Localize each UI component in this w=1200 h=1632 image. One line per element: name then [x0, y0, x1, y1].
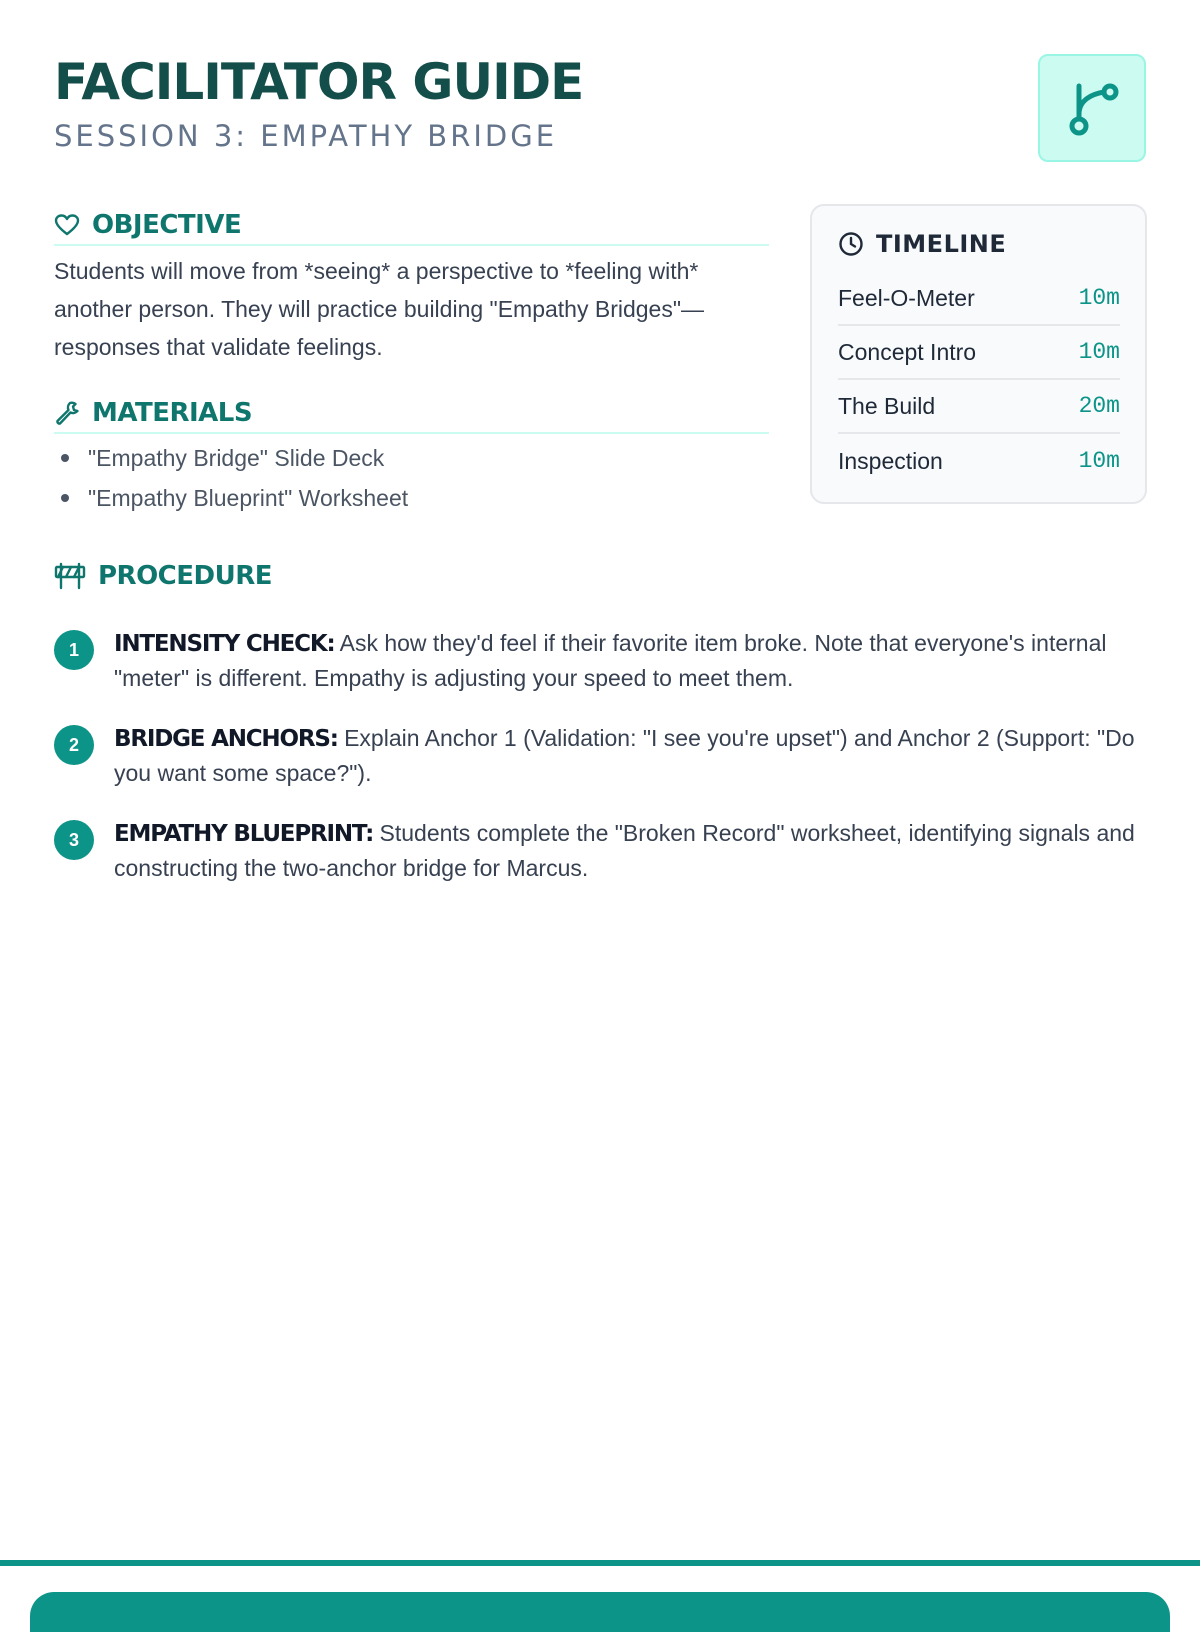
- timeline-title: TIMELINE: [876, 230, 1007, 258]
- wrench-icon: [54, 400, 80, 426]
- timeline-label: Concept Intro: [838, 338, 977, 365]
- materials-heading: [54, 394, 769, 434]
- procedure-step: [54, 721, 1154, 790]
- timeline-duration: 10m: [1078, 285, 1120, 311]
- materials-title: MATERIALS: [92, 398, 253, 428]
- timeline-card: [810, 204, 1147, 504]
- timeline-row: [838, 272, 1120, 326]
- step-description: Ask how they'd feel if their favorite item broke. Note that everyone's internal "meter" is different. Empathy is adjusting your speed to meet them.: [114, 630, 1107, 691]
- step-label: BRIDGE ANCHORS:: [114, 726, 338, 752]
- procedure-step: [54, 816, 1154, 885]
- objective-text: Students will move from *seeing* a perspective to *feeling with* another person. They will practice building "Empathy Bridges"—responses that validate feelings.: [54, 258, 705, 360]
- timeline-row: [838, 380, 1120, 434]
- step-description: Students complete the "Broken Record" worksheet, identifying signals and constructing the two-anchor bridge for Marcus.: [114, 820, 1135, 881]
- timeline-heading: [838, 230, 1006, 258]
- git-branch-icon: [1062, 78, 1122, 138]
- materials-item-label: "Empathy Blueprint" Worksheet: [88, 485, 409, 511]
- materials-item-label: "Empathy Bridge" Slide Deck: [88, 445, 385, 471]
- procedure-steps: [54, 626, 1154, 911]
- footer-band: [30, 1592, 1170, 1632]
- step-label: EMPATHY BLUEPRINT:: [114, 821, 374, 847]
- step-number-badge: 3: [54, 820, 94, 860]
- step-label: INTENSITY CHECK:: [114, 631, 335, 657]
- page-subtitle: SESSION 3: EMPATHY BRIDGE: [54, 119, 558, 153]
- timeline-label: The Build: [838, 392, 936, 419]
- clock-icon: [838, 231, 864, 257]
- timeline-row: [838, 434, 1120, 488]
- timeline-duration: 10m: [1078, 448, 1120, 474]
- timeline-label: Feel-O-Meter: [838, 284, 975, 311]
- procedure-step: [54, 626, 1154, 695]
- timeline-rows: [838, 272, 1120, 488]
- step-text: [114, 626, 1154, 695]
- objective-heading: [54, 206, 769, 246]
- list-item: [54, 438, 408, 478]
- timeline-duration: 10m: [1078, 339, 1120, 365]
- construction-barrier-icon: [54, 563, 86, 589]
- procedure-title: PROCEDURE: [98, 561, 272, 591]
- heart-icon: [54, 212, 80, 238]
- logo-badge: [1038, 54, 1146, 162]
- step-number-badge: 1: [54, 630, 94, 670]
- step-number-badge: 2: [54, 725, 94, 765]
- list-item: [54, 478, 408, 518]
- page-title: FACILITATOR GUIDE: [54, 53, 584, 111]
- step-text: [114, 721, 1154, 790]
- timeline-row: [838, 326, 1120, 380]
- step-text: [114, 816, 1154, 885]
- objective-title: OBJECTIVE: [92, 210, 242, 240]
- timeline-label: Inspection: [838, 447, 943, 474]
- timeline-duration: 20m: [1078, 393, 1120, 419]
- materials-list: [54, 438, 408, 518]
- procedure-heading: [54, 556, 769, 596]
- step-description: Explain Anchor 1 (Validation: "I see you're upset") and Anchor 2 (Support: "Do you want some space?").: [114, 725, 1135, 786]
- footer-divider: [0, 1560, 1200, 1566]
